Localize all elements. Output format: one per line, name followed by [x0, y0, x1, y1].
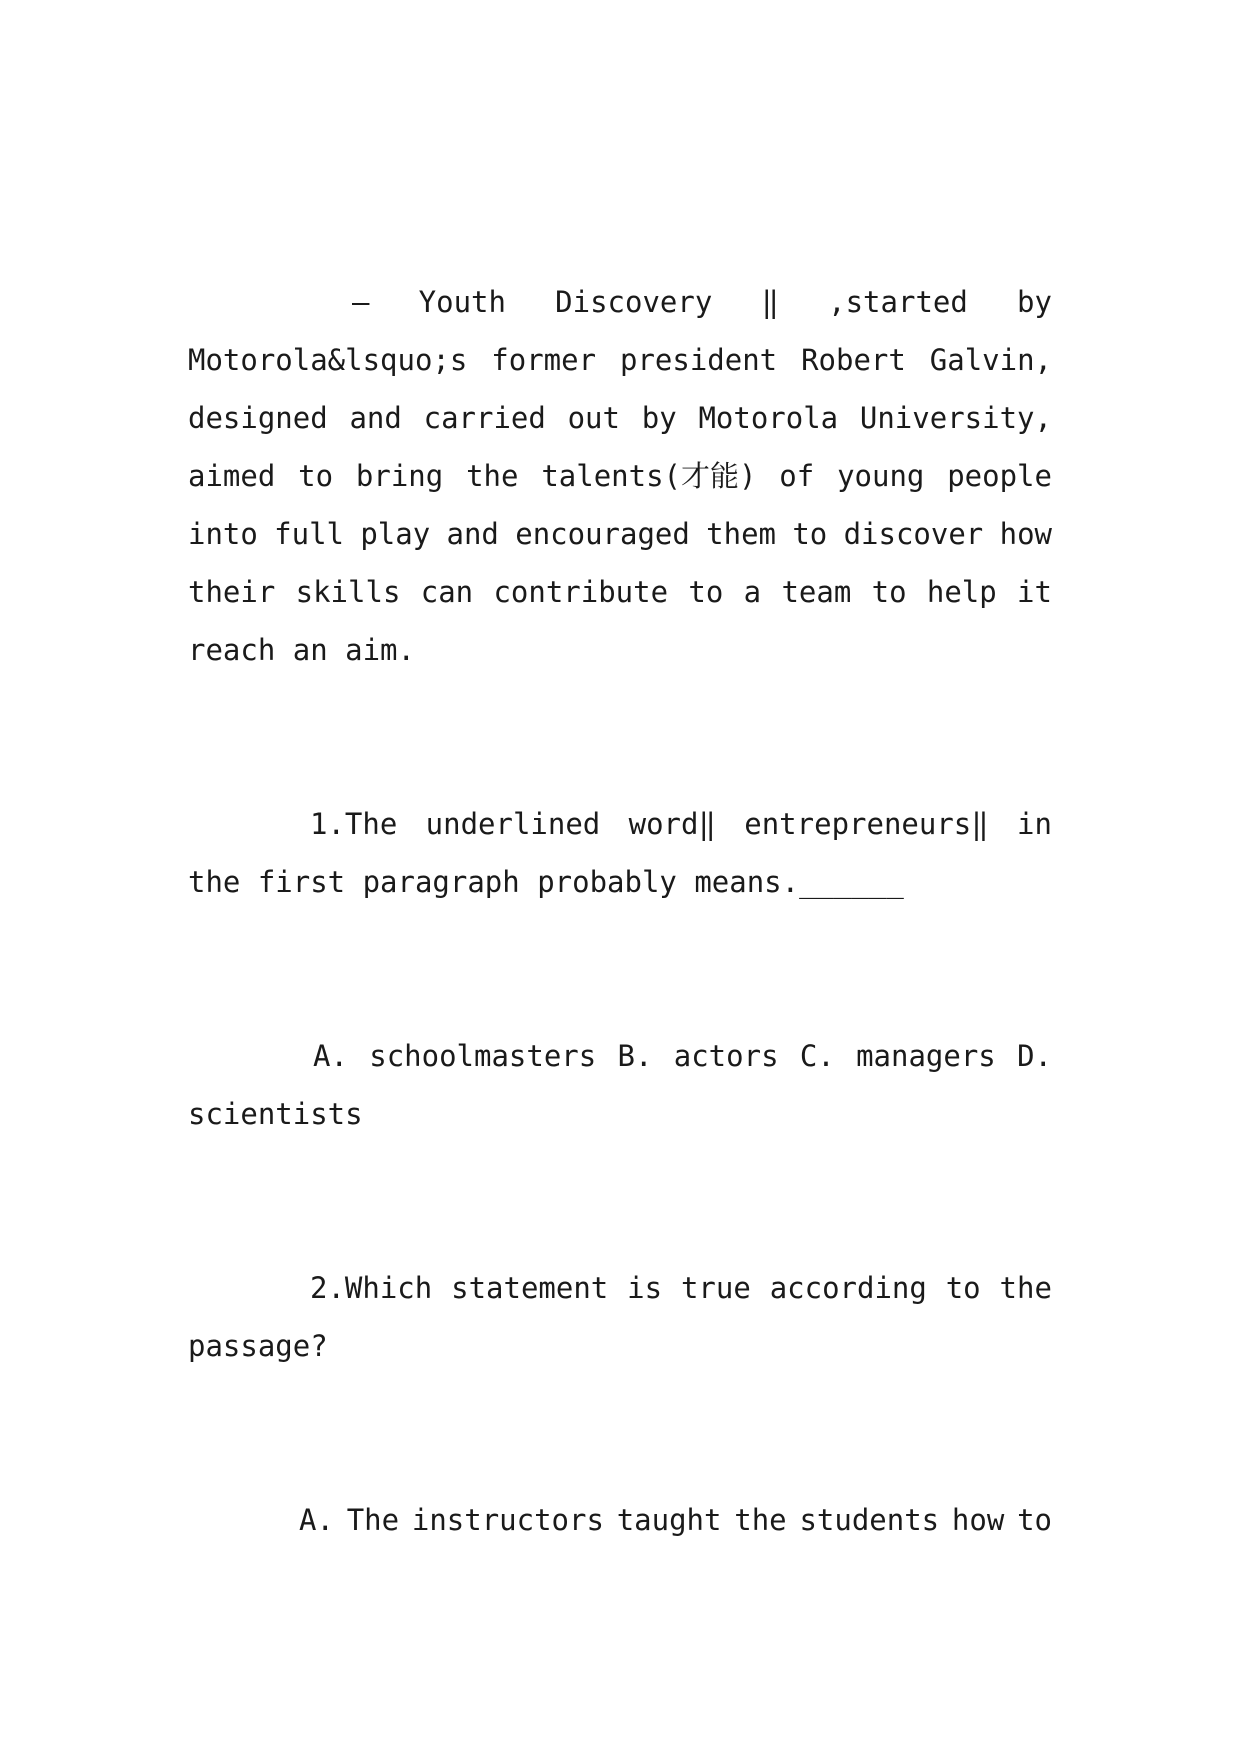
passage-line-4: aimed to bring the talents(才能) of young people — [188, 459, 1052, 493]
passage-line-6: their skills can contribute to a team to help it — [188, 575, 1052, 609]
question-1-options-line-1: A. schoolmasters B. actors C. managers D. — [313, 1039, 1052, 1073]
passage-line-7: reach an aim. — [188, 633, 415, 667]
question-1-options-line-2: scientists — [188, 1097, 363, 1131]
question-1-line-1: 1.The underlined word‖ entrepreneurs‖ in — [310, 807, 1052, 841]
passage-line-3: designed and carried out by Motorola University, — [188, 401, 1052, 435]
passage-line-2: Motorola&lsquo;s former president Robert Galvin, — [188, 343, 1052, 377]
question-2-line-2: passage? — [188, 1329, 328, 1363]
passage-line-5: into full play and encouraged them to discover how — [188, 517, 1052, 551]
question-2-line-1: 2.Which statement is true according to the — [310, 1271, 1052, 1305]
passage-line-1: — Youth Discovery ‖ ,started by — [352, 285, 1052, 319]
question-2-option-a-line-1: A. The instructors taught the students how to — [299, 1503, 1052, 1537]
question-1-line-2: the first paragraph probably means.______ — [188, 865, 904, 899]
